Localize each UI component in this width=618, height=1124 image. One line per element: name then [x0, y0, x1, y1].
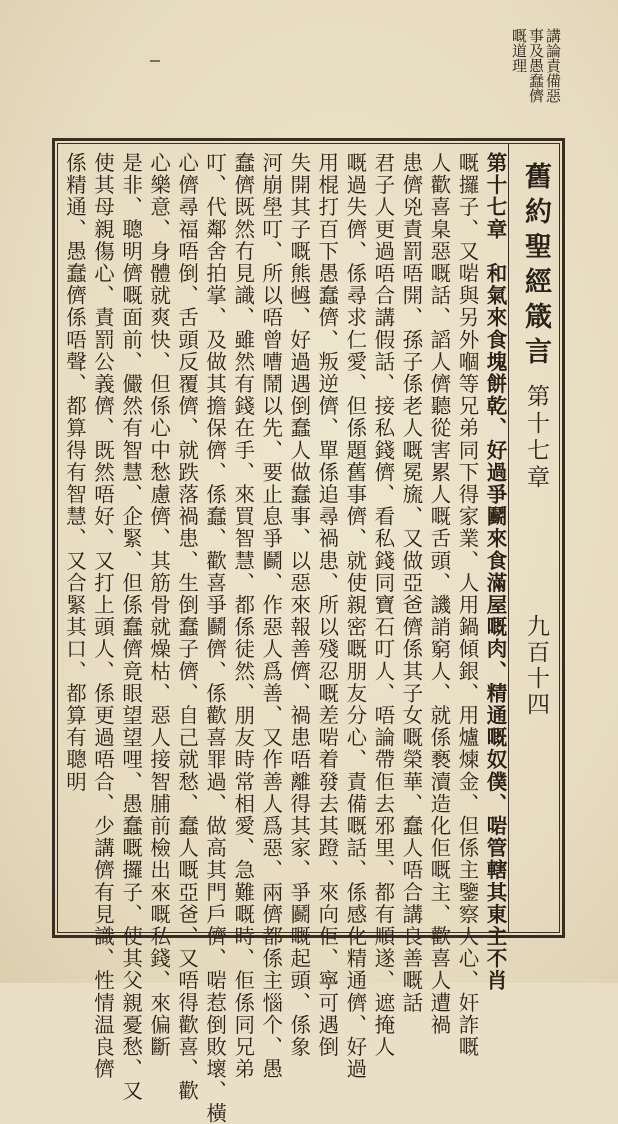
text-column: 患儕兇責罰唔開、孫子係老人嘅冕旒、又做亞爸儕係其子女嘅榮華、蠢人唔合講良善嘅話 — [398, 152, 423, 1014]
text-frame — [52, 138, 565, 1124]
text-column: 心樂意、身體就爽快、但係心中愁慮儕、其筋骨就燥枯、惡人接智脯前檢出來嘅私錢、來偏斷 — [146, 152, 171, 1059]
text-column: 河崩壆叮、所以唔曾嘈鬧以先、要止息爭鬬、作惡人爲善、又作善人爲惡、兩儕都係主惱个、愚 — [258, 152, 283, 1081]
text-column: 第十七章 和氣來食塊餅乾、好過爭鬬來食滿屋嘅肉、精通嘅奴僕、啱管轄其東主不肖 — [482, 152, 507, 992]
text-column: 嘅過失儕、係尋求仁愛、但係題舊事儕、就使親密嘅朋友分心、責備嘅話、係感化精通儕、好過 — [342, 152, 367, 1081]
text-column: 君子人更過唔合講假話、接私錢儕、看私錢同寶石叮人、唔論帶佢去邪里、都有順遂、遮掩人 — [370, 152, 395, 1059]
text-column: 嘅攞子、又啱與另外嗰等兄弟同下得家業、人用鍋傾銀、用爐煉金、但係主鑒察人心、奸詐嘅 — [454, 152, 479, 1059]
chapter-mark: 第十七章 — [523, 384, 549, 492]
text-column: 蠢儕既然冇見識、雖然有錢在手、來買智慧、都係徒然、朋友時常相愛、急難嘅時、佢係同兄弟 — [230, 152, 255, 1081]
text-column: 使其母親傷心、責罰公義儕、既然唔好、又打上頭人、係更過唔合、少講儕有見識、性情温良儕 — [90, 152, 115, 1081]
book-title: 舊約聖經箴言 — [520, 162, 551, 372]
text-column: 叮、代鄰舍拍掌、及做其擔保儕、係蠢、歡喜爭鬬儕、係歡喜罪過、做高其門戶儕、啱惹倒敗壞、橫 — [202, 152, 227, 1124]
text-column: 失開其子嘅熊乸、好過遇倒蠢人做蠢事、以惡來報善儕、禍患唔離得其家、爭鬬嘅起頭、係象 — [286, 152, 311, 1059]
side-note-line: 事及愚蠢儕 — [527, 28, 545, 103]
text-column: 係精通、愚蠢儕係唔聲、都算得有智慧、又合緊其口、都算有聰明 — [62, 152, 87, 793]
text-column: 是非、聰明儕嘅面前、儼然有智慧、企緊、但係蠢儕竟眼望望哩、愚蠢嘅攞子、使其父親憂愁、又 — [118, 152, 143, 1103]
text-column: 心儕尋福唔倒、舌頭反覆儕、就跌落禍患、生倒蠢子儕、自己就愁、蠢人嘅亞爸、又唔得歡喜、歡 — [174, 152, 199, 1103]
side-note-line: 講論責備惡 — [544, 28, 562, 103]
side-note — [511, 28, 560, 148]
side-note-line: 嘅道理 — [510, 28, 528, 73]
pencil-mark — [150, 60, 160, 62]
text-column: 人歡喜臬惡嘅話、謟人儕聽從害累人嘅舌頭、譏誚窮人、就係褻瀆造化佢嘅主、歡喜人遭禍 — [426, 152, 451, 1036]
text-column: 用棍打百下愚蠢儕、叛逆儕、單係追尋禍患、所以殘忍嘅差啱着發去其蹬、來向佢、寧可遇倒 — [314, 152, 339, 1059]
running-header — [508, 144, 559, 932]
body-text — [62, 152, 507, 1124]
text-frame-inner — [57, 143, 560, 1124]
page-number: 九百十四 — [523, 614, 549, 718]
